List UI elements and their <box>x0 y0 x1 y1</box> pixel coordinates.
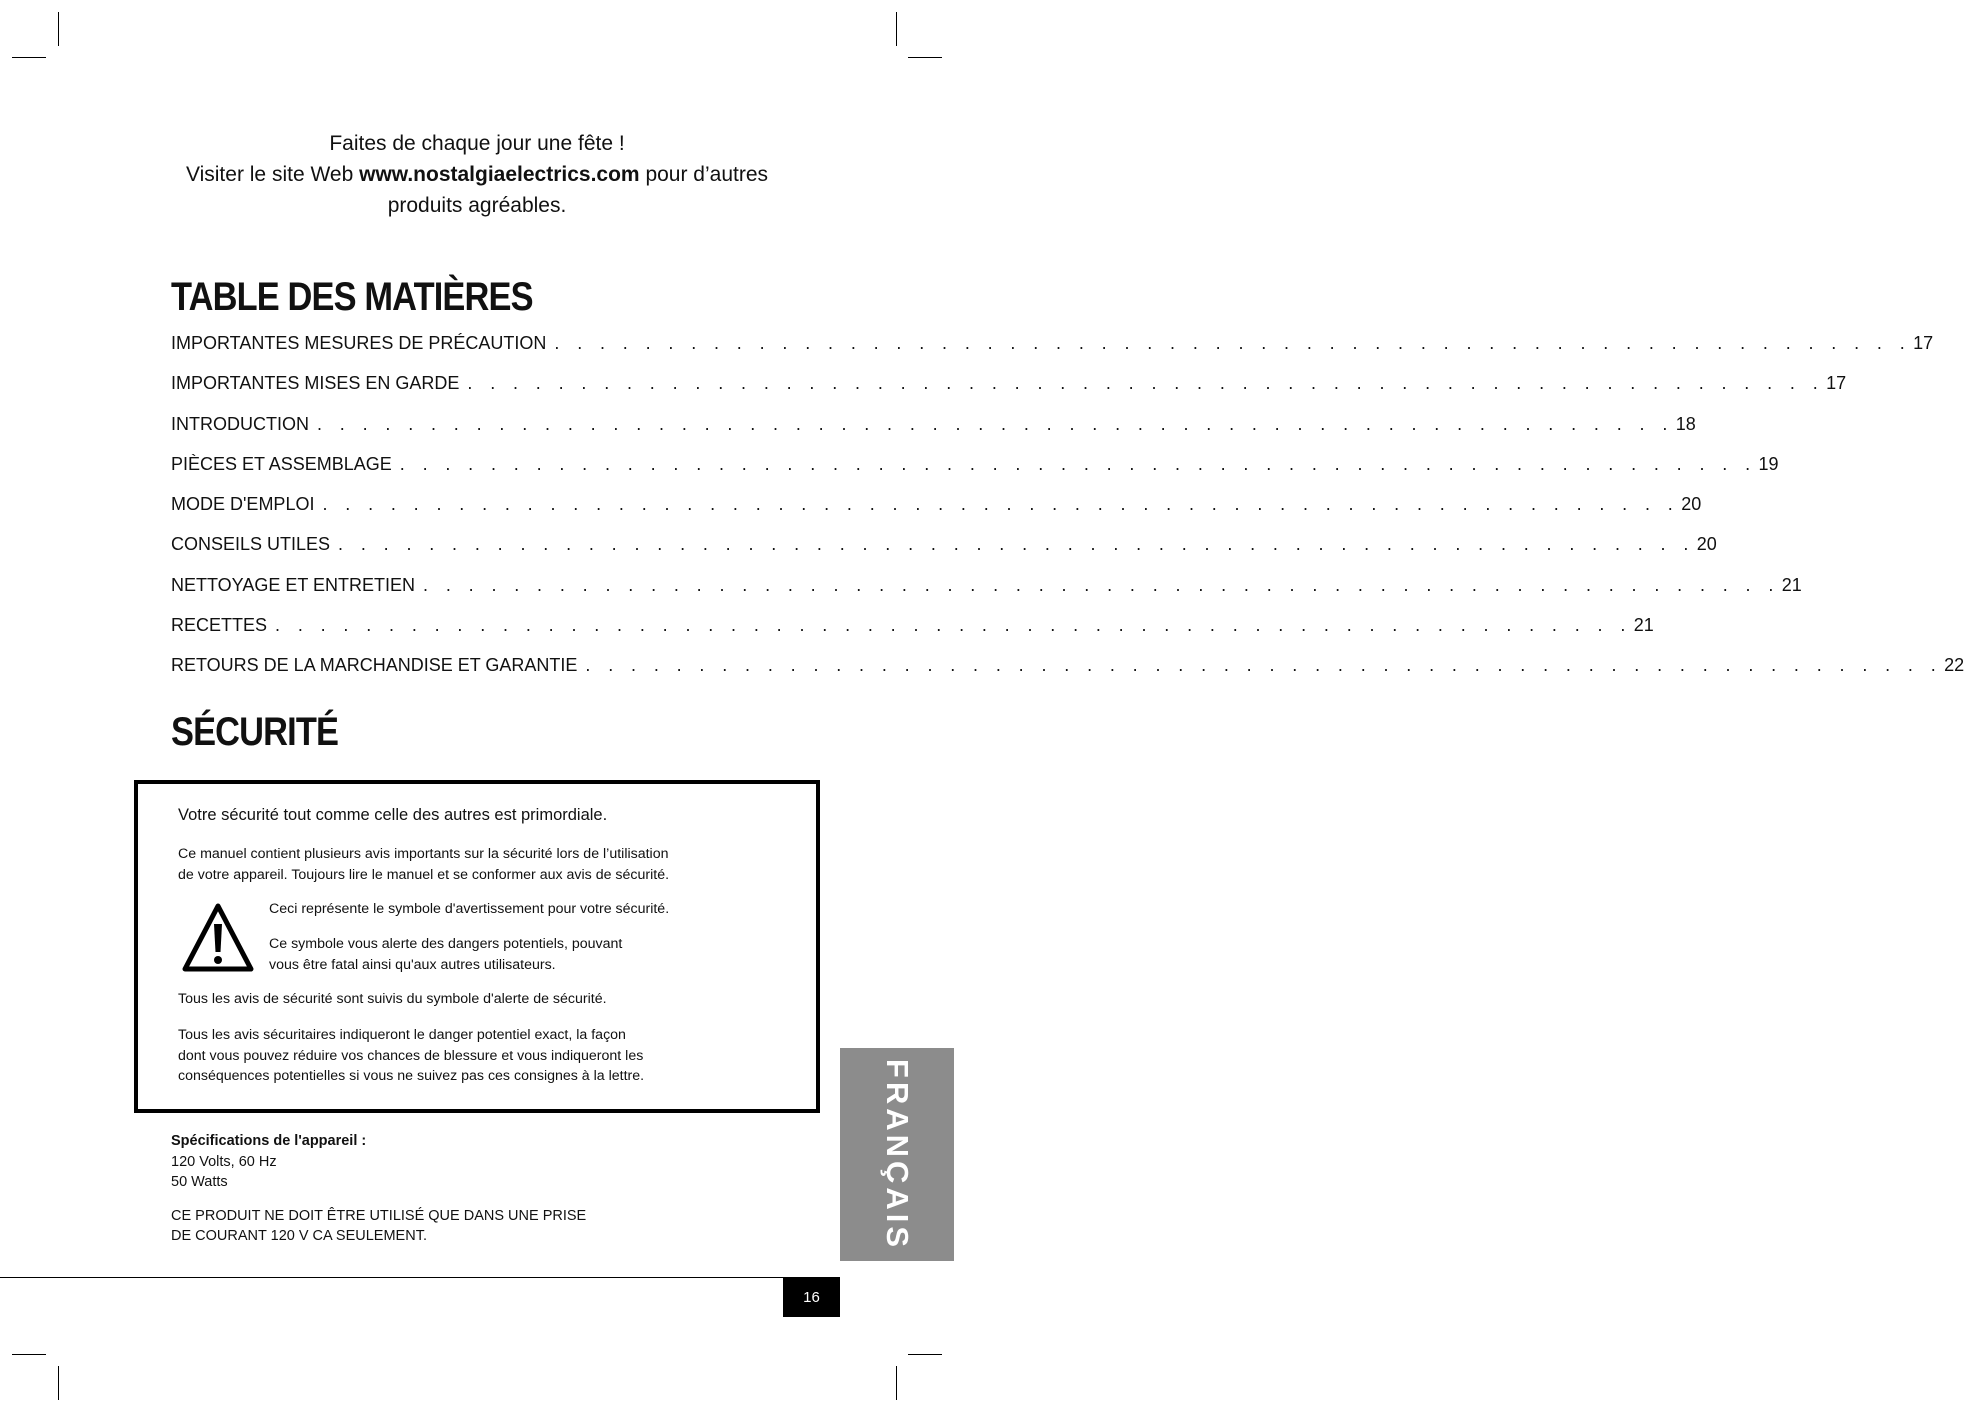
toc-entry-page: 20 <box>1696 534 1717 555</box>
toc-leader-dots: . . . . . . . . . . . . . . . . . . . . . . . . . . . . . . . . . . . . . . . . . . . . . . . . . . . . . . . . . . . . <box>275 615 1632 636</box>
toc-leader-dots: . . . . . . . . . . . . . . . . . . . . . . . . . . . . . . . . . . . . . . . . . . . . . . . . . . . . . . . . . . . . <box>322 494 1680 515</box>
toc-leader-dots: . . . . . . . . . . . . . . . . . . . . . . . . . . . . . . . . . . . . . . . . . . . . . . . . . . . . . . . . . . . . <box>338 534 1695 555</box>
toc-entry-page: 21 <box>1781 574 1802 595</box>
toc-entry-title: MODE D'EMPLOI <box>171 494 315 515</box>
safety-all-notices: Tous les avis de sécurité sont suivis du symbole d'alerte de sécurité. <box>178 991 607 1007</box>
toc-entry[interactable] <box>171 406 1696 446</box>
crop-mark <box>12 57 46 58</box>
specs-watts: 50 Watts <box>171 1174 228 1190</box>
toc-entry[interactable] <box>171 647 1964 687</box>
crop-mark <box>896 12 897 46</box>
toc-entry-page: 17 <box>1826 373 1847 394</box>
toc-entry[interactable] <box>171 526 1717 566</box>
toc-entry-page: 20 <box>1681 494 1702 515</box>
safety-lead: Votre sécurité tout comme celle des autres est primordiale. <box>178 806 608 824</box>
text-line: dont vous pouvez réduire vos chances de blessure et vous indiqueront les <box>178 1047 644 1064</box>
appliance-specs <box>171 1131 366 1193</box>
safety-manual-notice <box>178 844 778 885</box>
toc-leader-dots: . . . . . . . . . . . . . . . . . . . . . . . . . . . . . . . . . . . . . . . . . . . . . . . . . . . . . . . . . . . . <box>554 333 1912 353</box>
intro-line-3: produits agréables. <box>387 194 567 217</box>
safety-indicate-text <box>178 1025 778 1087</box>
toc-entry-page: 19 <box>1758 453 1779 474</box>
toc-entry-title: CONSEILS UTILES <box>171 534 331 555</box>
text-line: Ce manuel contient plusieurs avis importants sur la sécurité lors de l’utilisation <box>178 846 669 862</box>
toc-entry-title: RETOURS DE LA MARCHANDISE ET GARANTIE <box>171 655 578 676</box>
toc-leader-dots: . . . . . . . . . . . . . . . . . . . . . . . . . . . . . . . . . . . . . . . . . . . . . . . . . . . . . . . . . . . . <box>399 453 1757 474</box>
text-line: conséquences potentielles si vous ne suivez pas ces consignes à la lettre. <box>178 1068 645 1084</box>
text-line: vous être fatal ainsi qu'aux autres utilisateurs. <box>269 956 556 973</box>
toc-entry[interactable] <box>171 446 1779 486</box>
toc-heading: TABLE DES MATIÈRES <box>171 275 533 319</box>
power-notice <box>171 1206 611 1246</box>
page-number: 16 <box>783 1278 840 1317</box>
toc-entry-title: NETTOYAGE ET ENTRETIEN <box>171 574 416 595</box>
intro-text <box>100 128 854 221</box>
website-link[interactable]: www.nostalgiaelectrics.com <box>359 163 640 186</box>
crop-mark <box>58 12 59 46</box>
text-line: Tous les avis sécuritaires indiqueront le danger potentiel exact, la façon <box>178 1027 626 1043</box>
toc-leader-dots: . . . . . . . . . . . . . . . . . . . . . . . . . . . . . . . . . . . . . . . . . . . . . . . . . . . . . . . . . . . . <box>423 574 1780 595</box>
text-line: CE PRODUIT NE DOIT ÊTRE UTILISÉ QUE DANS UNE PRISE <box>171 1208 587 1224</box>
language-tab-label: FRANÇAIS <box>880 1058 915 1251</box>
crop-mark <box>58 1366 59 1400</box>
text-line: DE COURANT 120 V CA SEULEMENT. <box>171 1228 427 1244</box>
toc-leader-dots: . . . . . . . . . . . . . . . . . . . . . . . . . . . . . . . . . . . . . . . . . . . . . . . . . . . . . . . . . . . . <box>467 373 1825 394</box>
intro-line-2 <box>100 159 854 190</box>
toc-entry[interactable] <box>171 365 1847 405</box>
toc-entry-title: PIÈCES ET ASSEMBLAGE <box>171 453 392 474</box>
safety-box <box>134 780 820 1113</box>
toc-entry[interactable] <box>171 486 1702 526</box>
toc-entry-title: RECETTES <box>171 615 268 636</box>
warning-triangle-icon <box>182 902 254 974</box>
specs-label: Spécifications de l'appareil : <box>171 1133 367 1149</box>
toc-entry[interactable] <box>171 607 1654 647</box>
safety-alert-text <box>269 934 869 975</box>
intro-line-2-pre: Visiter le site Web <box>185 163 360 186</box>
intro-line-1: Faites de chaque jour une fête ! <box>329 132 625 155</box>
toc-leader-dots: . . . . . . . . . . . . . . . . . . . . . . . . . . . . . . . . . . . . . . . . . . . . . . . . . . . . . . . . . . . . <box>585 655 1943 676</box>
toc-entry-page: 17 <box>1913 333 1934 353</box>
crop-mark <box>908 1354 942 1355</box>
text-line: de votre appareil. Toujours lire le manuel et se conformer aux avis de sécurité. <box>178 866 670 883</box>
toc-entry-title: IMPORTANTES MISES EN GARDE <box>171 373 460 394</box>
footer-divider <box>0 1277 840 1278</box>
toc-entry-page: 22 <box>1944 655 1964 676</box>
crop-mark <box>908 57 942 58</box>
text-line: Ce symbole vous alerte des dangers potentiels, pouvant <box>269 936 623 952</box>
intro-line-2-post: pour d’autres <box>639 163 769 186</box>
toc-leader-dots: . . . . . . . . . . . . . . . . . . . . . . . . . . . . . . . . . . . . . . . . . . . . . . . . . . . . . . . . . . . . <box>317 413 1674 434</box>
toc-entry-page: 18 <box>1675 413 1696 434</box>
crop-mark <box>12 1354 46 1355</box>
safety-symbol-text: Ceci représente le symbole d'avertissement pour votre sécurité. <box>269 901 670 917</box>
toc-entry[interactable] <box>171 325 1934 365</box>
language-tab <box>840 1048 954 1261</box>
toc-entry-page: 21 <box>1633 615 1654 636</box>
crop-mark <box>896 1366 897 1400</box>
toc-entry-title: INTRODUCTION <box>171 413 309 434</box>
safety-heading: SÉCURITÉ <box>171 710 339 754</box>
table-of-contents <box>171 325 1964 688</box>
specs-volts: 120 Volts, 60 Hz <box>171 1153 277 1170</box>
toc-entry-title: IMPORTANTES MESURES DE PRÉCAUTION <box>171 333 547 353</box>
toc-entry[interactable] <box>171 567 1802 607</box>
